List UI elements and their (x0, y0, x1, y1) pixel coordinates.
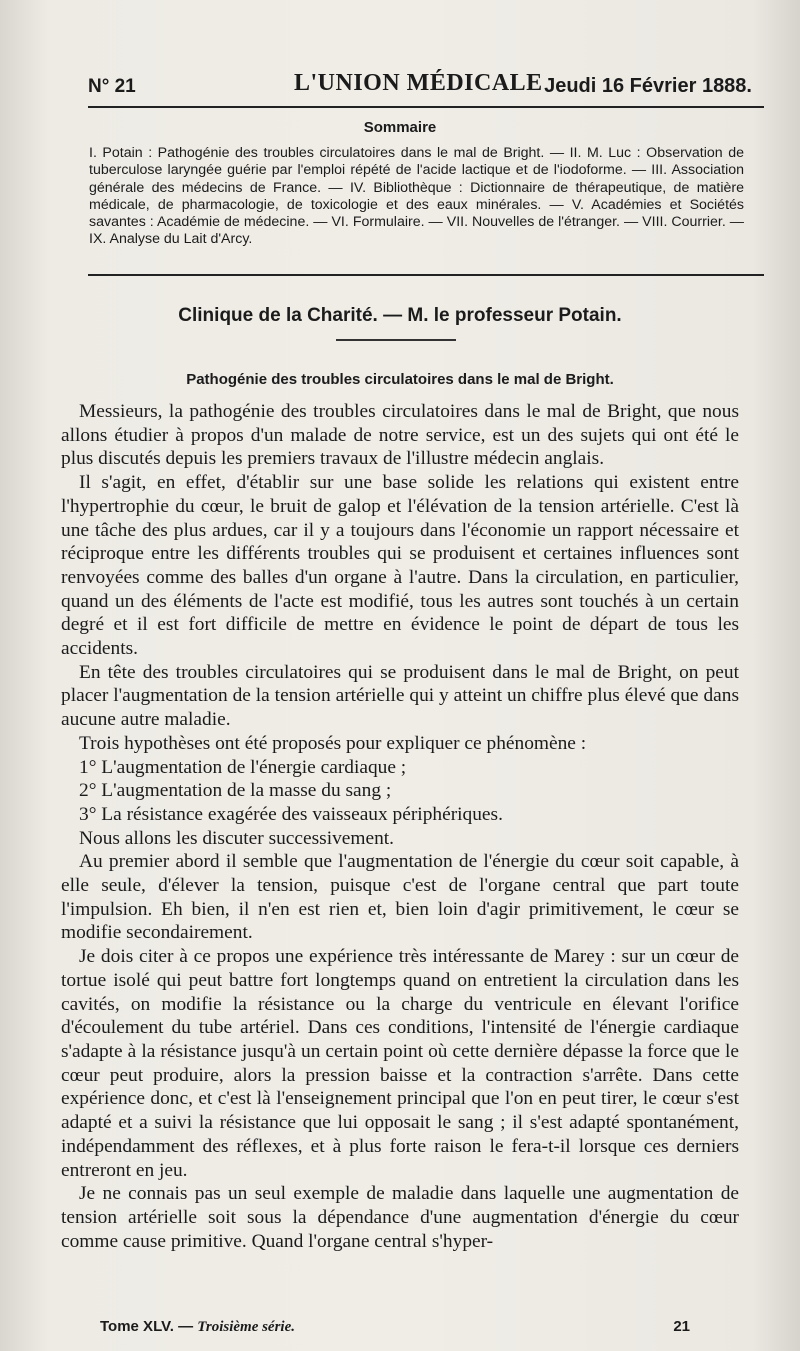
paragraph: Je dois citer à ce propos une expérience très intéressante de Marey : sur un cœur de tortue isolé qui peut battre fort longtemps quand on entretient la circulation dans les cavités, on modifie la résistance ou la charge du ventricule en élevant l'orifice d'écoulement du tube artériel. Dans ces conditions, l'intensité de l'énergie cardiaque s'adapte à la résistance jusqu'à un certain point où cette dernière dépasse la force que le cœur peut produire, alors la pression baisse et la contraction s'arrête. Dans cette expérience donc, et c'est là l'enseignement principal que l'on en peut tirer, le cœur s'est adapté et a suivi la résistance que lui opposait le sang ; il s'est adapté spontanément, indépendamment des réflexes, et à plus forte raison le fera-t-il lorsque ces derniers entreront en jeu. (61, 946, 739, 1181)
page-header (88, 70, 752, 106)
paragraph: Il s'agit, en effet, d'établir sur une base solide les relations qui existent entre l'hypertrophie du cœur, le bruit de galop et l'élévation de la tension artérielle. C'est là une tâche des plus ardues, car il y a toujours dans l'économie un rapport nécessaire et réciproque entre les différents troubles qui se produisent et certaines influences sont renvoyées comme des balles d'un organe à l'autre. Dans la circulation, en particulier, quand un des éléments de l'acte est modifié, tous les autres sont touchés à un certain degré et il est fort difficile de mettre en évidence le point de départ de tous les accidents. (61, 472, 739, 660)
article-subtitle: Pathogénie des troubles circulatoires dans le mal de Bright. (186, 371, 614, 388)
page-footer (100, 1318, 690, 1340)
paragraph: Au premier abord il semble que l'augmentation de l'énergie du cœur soit capable, à elle seule, d'élever la tension, puisque c'est de l'organe central que part toute l'impulsion. Eh bien, il n'en est rien et, bien loin d'agir primitivement, le cœur se modifie secondairement. (61, 851, 739, 944)
paragraph: En tête des troubles circulatoires qui se produisent dans le mal de Bright, on peut placer l'augmentation de la tension artérielle qui y atteint un chiffre plus élevé que dans aucune autre maladie. (61, 661, 739, 731)
list-item: 2° L'augmentation de la masse du sang ; (79, 780, 392, 802)
paragraph: Nous allons les discuter successivement. (79, 827, 395, 849)
paragraph: Trois hypothèses ont été proposés pour expliquer ce phénomène : (79, 732, 587, 754)
section-rule (336, 339, 456, 341)
issue-date: Jeudi 16 Février 1888. (544, 75, 752, 97)
list-item: 1° L'augmentation de l'énergie cardiaque ; (79, 756, 407, 778)
footer-volume (100, 1318, 295, 1336)
journal-title: L'UNION MÉDICALE (294, 70, 543, 96)
paragraph: Messieurs, la pathogénie des troubles circulatoires dans le mal de Bright, que nous allons étudier à propos d'un malade de notre service, est un des sujets qui ont été le plus discutés depuis les premiers travaux de l'illustre médecin anglais. (61, 401, 739, 470)
header-rule (88, 106, 764, 108)
section-title: Clinique de la Charité. — M. le professeur Potain. (178, 305, 622, 326)
section-heading (0, 305, 800, 327)
volume-label: Tome XLV. — (100, 1318, 194, 1335)
article-body (61, 400, 739, 1253)
summary-text: I. Potain : Pathogénie des troubles circulatoires dans le mal de Bright. — II. M. Luc : Observation de tuberculose laryngée guérie par l'emploi répété de l'acide lactique et de l'iodoforme. — III. Association générale des médecins de France. — IV. Bibliothèque : Dictionnaire de thérapeutique, de matière médicale, de pharmacologie, de toxicologie et des eaux minérales. — V. Académies et Sociétés savantes : Académie de médecine. — VI. Formulaire. — VII. Nouvelles de l'étranger. — VIII. Courrier. — IX. Analyse du Lait d'Arcy. (89, 145, 744, 248)
page-number: 21 (673, 1318, 690, 1335)
list-item: 3° La résistance exagérée des vaisseaux périphériques. (79, 803, 503, 825)
summary-rule (88, 274, 764, 276)
paragraph: Je ne connais pas un seul exemple de maladie dans laquelle une augmentation de tension artérielle soit sous la dépendance d'une augmentation d'énergie du cœur comme cause primitive. Quand l'organe central s'hyper- (61, 1183, 739, 1252)
summary-title: Sommaire (363, 119, 437, 136)
series-label: Troisième série. (197, 1319, 296, 1335)
issue-number: N° 21 (88, 76, 136, 97)
summary-block (89, 145, 744, 249)
